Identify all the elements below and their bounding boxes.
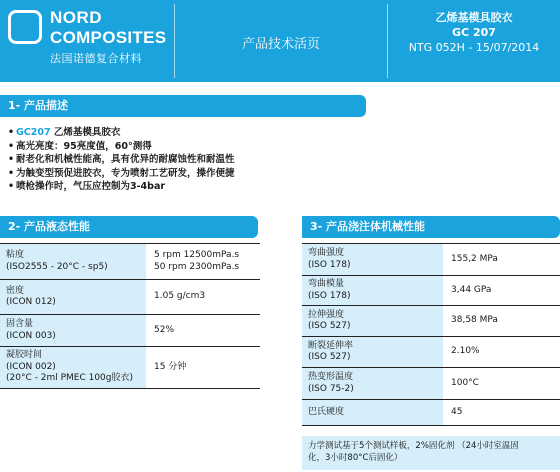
property-value	[443, 276, 560, 306]
property-value-line: 5 rpm 12500mPa.s	[154, 250, 240, 260]
property-value	[146, 244, 260, 280]
property-label-line: (20°C - 2ml PMEC 100g胶衣)	[6, 373, 133, 384]
test-conditions-note	[302, 436, 560, 470]
property-value	[443, 306, 560, 337]
property-value	[146, 280, 260, 315]
table-row	[302, 244, 560, 276]
description-item	[8, 140, 235, 154]
header-center-title: 产品技术活页	[241, 37, 320, 52]
page-header	[0, 0, 560, 82]
property-label	[302, 244, 443, 276]
logo-line2: COMPOSITES	[50, 28, 167, 47]
property-value-line: 3,44 GPa	[451, 284, 492, 295]
property-label-line: 断裂延伸率	[308, 340, 354, 351]
description-item	[8, 180, 235, 194]
property-value	[146, 347, 260, 389]
description-text: 高光亮度：95亮度值，60°测得	[16, 140, 152, 152]
property-label-line: (ISO 178)	[308, 290, 351, 301]
description-text: 耐老化和机械性能高，具有优异的耐腐蚀性和耐温性	[16, 154, 235, 165]
logo-chinese-name: 法国诺德复合材料	[50, 52, 142, 65]
table-row	[302, 306, 560, 337]
property-label-line: 密度	[6, 285, 25, 296]
property-value	[443, 244, 560, 276]
property-label-line: (ISO2555 - 20°C - sp5)	[6, 261, 108, 272]
property-value	[146, 315, 260, 347]
property-value-line: 52%	[154, 324, 175, 335]
property-label	[0, 347, 146, 389]
property-label-line: 弯曲模量	[308, 279, 345, 289]
logo-line1: NORD	[50, 8, 103, 27]
property-value-line: 15 分钟	[154, 361, 187, 372]
section-title-liquid-properties: 2- 产品液态性能	[0, 216, 258, 238]
property-label	[302, 276, 443, 306]
property-label	[0, 244, 146, 280]
property-value-line: 2.10%	[451, 346, 480, 357]
property-label-line: (ISO 527)	[308, 352, 351, 362]
property-label-line: (ICON 012)	[6, 297, 56, 307]
property-value-line: 1.05 g/cm3	[154, 291, 206, 302]
property-label-line: (ISO 178)	[308, 259, 351, 270]
note-line: 力学测试基于5个测试样板，2%固化剂 （24小时室温固	[308, 441, 519, 451]
mechanical-properties-table	[302, 243, 560, 426]
property-label-line: 固含量	[6, 319, 34, 329]
description-item	[8, 167, 235, 181]
liquid-properties-table	[0, 243, 260, 389]
section-title-description: 1- 产品描述	[0, 95, 366, 117]
header-product-info	[388, 10, 560, 55]
property-label-line: 凝胶时间	[6, 350, 43, 361]
table-row	[0, 244, 260, 280]
description-list	[8, 126, 235, 194]
property-label-line: 巴氏硬度	[308, 406, 345, 417]
property-value-line: 155,2 MPa	[451, 253, 498, 264]
property-label	[0, 315, 146, 347]
product-name: 乙烯基模具胶衣	[435, 11, 513, 24]
description-item	[8, 126, 235, 140]
property-label-line: 粘度	[6, 250, 25, 260]
property-label-line: 热变形温度	[308, 372, 354, 382]
product-code: GC 207	[452, 26, 496, 39]
table-row	[302, 368, 560, 400]
section-title-mechanical-properties: 3- 产品浇注体机械性能	[302, 216, 560, 238]
property-value-line: 100°C	[451, 377, 479, 388]
property-label-line: (ICON 002)	[6, 361, 56, 372]
table-row	[302, 276, 560, 306]
property-value-line: 45	[451, 406, 463, 417]
property-value	[443, 400, 560, 426]
property-label	[302, 337, 443, 368]
description-text: 喷枪操作时，气压应控制为3-4bar	[16, 181, 166, 192]
description-text: 为触变型预促进胶衣，专为喷射工艺研发，操作便捷	[16, 167, 235, 179]
property-label	[302, 368, 443, 400]
table-row	[0, 347, 260, 389]
property-value-line: 38,58 MPa	[451, 315, 498, 326]
property-value	[443, 337, 560, 368]
property-label-line: (ISO 527)	[308, 321, 351, 331]
property-label-line: 弯曲强度	[308, 248, 345, 258]
table-row	[0, 315, 260, 347]
document-reference: NTG 052H - 15/07/2014	[408, 41, 540, 54]
nord-logo-icon	[8, 10, 42, 44]
table-row	[302, 337, 560, 368]
property-label	[0, 280, 146, 315]
property-value-line: 50 rpm 2300mPa.s	[154, 261, 240, 272]
property-label	[302, 400, 443, 426]
property-label	[302, 306, 443, 337]
product-code-highlight: GC207	[16, 127, 51, 138]
note-line: 化，3小时80°C后固化）	[308, 453, 403, 463]
property-label-line: (ISO 75-2)	[308, 383, 354, 394]
property-label-line: 拉伸强度	[308, 309, 345, 320]
property-value	[443, 368, 560, 400]
property-label-line: (ICON 003)	[6, 330, 56, 341]
description-item	[8, 153, 235, 167]
description-text: 乙烯基模具胶衣	[50, 127, 121, 138]
table-row	[302, 400, 560, 426]
table-row	[0, 280, 260, 315]
